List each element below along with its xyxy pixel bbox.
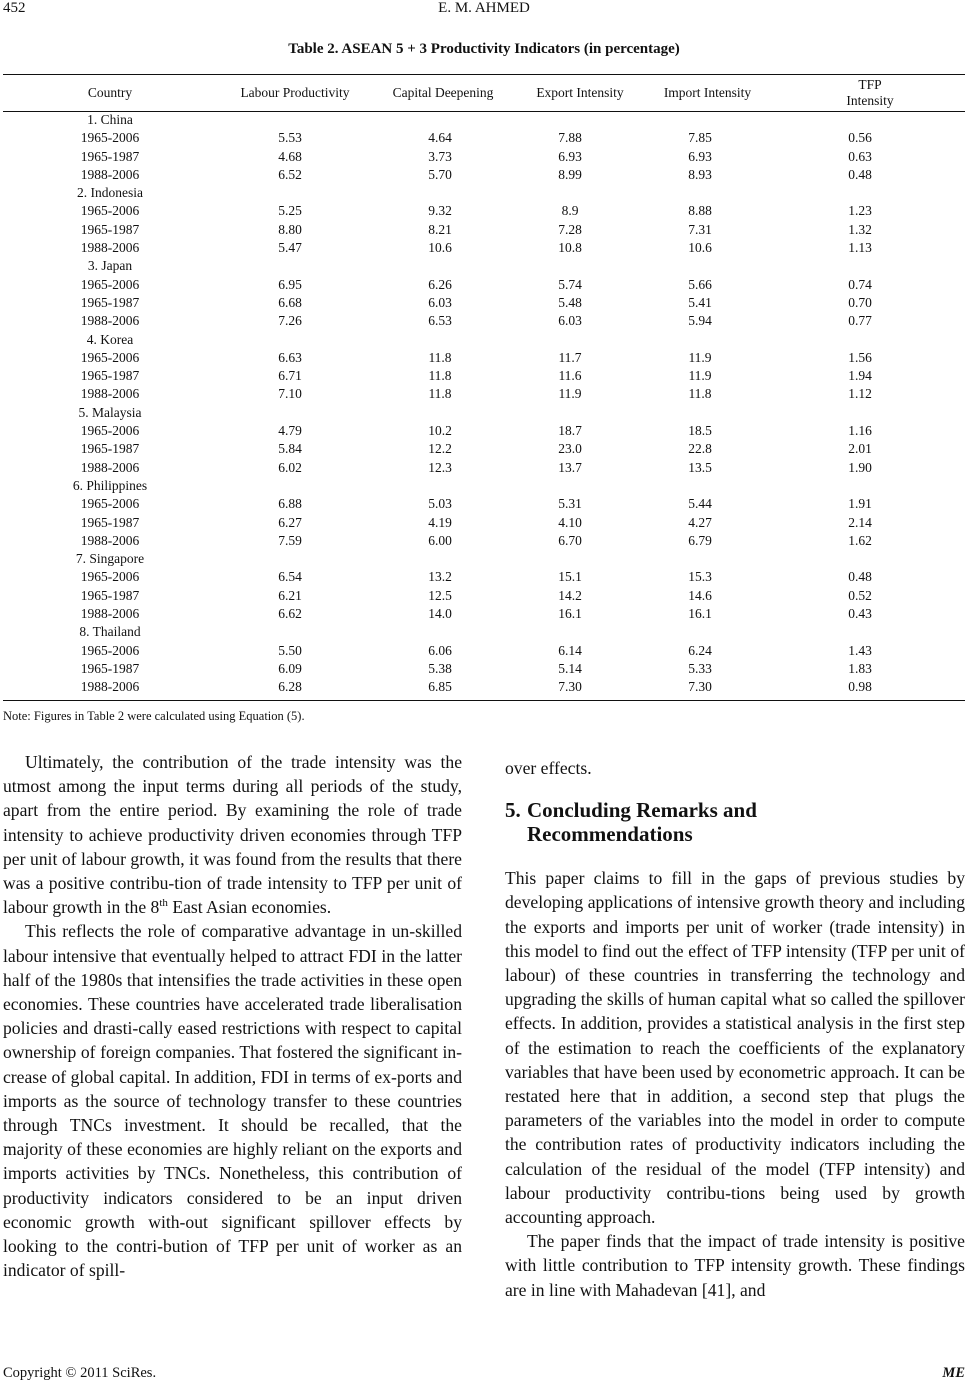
header-labour-productivity: Labour Productivity — [240, 85, 350, 100]
labour-productivity-cell: 7.26 — [278, 313, 302, 329]
period-cell: 1965-1987 — [80, 294, 140, 310]
country-name-cell: 1. China — [87, 112, 133, 127]
period-cell: 1988-2006 — [80, 459, 140, 475]
table-row — [0, 422, 968, 440]
export-intensity-cell: 5.14 — [558, 660, 582, 676]
labour-productivity-cell: 5.47 — [278, 240, 302, 256]
export-intensity-cell: 4.10 — [558, 514, 582, 530]
table-row — [0, 605, 968, 623]
capital-deepening-cell: 11.8 — [428, 349, 452, 365]
export-intensity-cell: 6.93 — [558, 148, 582, 164]
capital-deepening-cell: 13.2 — [428, 569, 452, 585]
footer-journal: ME — [942, 1365, 965, 1381]
labour-productivity-cell: 6.52 — [278, 166, 302, 182]
table-row — [0, 678, 968, 696]
export-intensity-cell: 8.99 — [558, 166, 582, 182]
header-import-intensity: Import Intensity — [663, 85, 752, 100]
labour-productivity-cell: 4.79 — [278, 423, 302, 439]
capital-deepening-cell: 6.00 — [428, 532, 452, 548]
section-heading — [505, 798, 965, 846]
import-intensity-cell: 8.88 — [688, 203, 712, 219]
labour-productivity-cell: 6.27 — [278, 514, 302, 530]
table-row — [0, 294, 968, 312]
capital-deepening-cell: 9.32 — [428, 203, 452, 219]
capital-deepening-cell: 6.03 — [428, 294, 452, 310]
import-intensity-cell: 11.9 — [688, 368, 712, 384]
capital-deepening-cell: 6.06 — [428, 642, 452, 658]
table-row — [0, 276, 968, 294]
table-country-row — [0, 404, 968, 422]
table-bottom-rule — [3, 700, 965, 701]
period-cell: 1988-2006 — [80, 166, 140, 182]
period-cell: 1988-2006 — [80, 679, 140, 695]
period-cell: 1988-2006 — [80, 313, 140, 329]
export-intensity-cell: 23.0 — [558, 441, 582, 457]
right-column — [505, 756, 965, 1302]
tfp-intensity-cell: 0.74 — [848, 276, 872, 292]
table-country-row — [0, 477, 968, 495]
import-intensity-cell: 7.30 — [688, 679, 712, 695]
running-head: E. M. AHMED — [438, 0, 530, 16]
left-paragraph-2: This reflects the role of comparative advantage in un-skilled labour intensive that eventually helped to attract FDI in the latter half of the 1980s that intensifies the trade activities in these open economies. These countries have accelerated trade liberalisation policies and drasti-cally eased restrictions with respect to capital ownership of foreign companies. That fostered the significant in-crease of global capital. In addition, FDI in terms of ex-ports and imports as the source of technology transfer to these countries through TNCs investment. It should be recalled, that the majority of these economies are highly reliant on the exports and imports activities by TNCs. Nonetheless, this contribution of productivity indicators considered to be an input driven economic growth with-out significant spillover effects by looking to the contri-bution of TFP per unit of worker as an indicator of spill- — [3, 921, 462, 1281]
page-number: 452 — [3, 0, 26, 16]
table-row — [0, 587, 968, 605]
table-note: Note: Figures in Table 2 were calculated using Equation (5). — [3, 709, 305, 723]
import-intensity-cell: 6.79 — [688, 532, 712, 548]
labour-productivity-cell: 6.09 — [278, 660, 302, 676]
table-caption: Table 2. ASEAN 5 + 3 Productivity Indicators (in percentage) — [288, 41, 680, 57]
capital-deepening-cell: 5.03 — [428, 496, 452, 512]
table-row — [0, 385, 968, 403]
export-intensity-cell: 13.7 — [558, 459, 582, 475]
import-intensity-cell: 18.5 — [688, 423, 712, 439]
import-intensity-cell: 10.6 — [688, 240, 712, 256]
export-intensity-cell: 11.7 — [558, 349, 582, 365]
import-intensity-cell: 5.94 — [688, 313, 712, 329]
capital-deepening-cell: 5.38 — [428, 660, 452, 676]
right-continuation: over effects. — [505, 758, 592, 778]
period-cell: 1965-1987 — [80, 148, 140, 164]
period-cell: 1965-1987 — [80, 368, 140, 384]
capital-deepening-cell: 10.6 — [428, 240, 452, 256]
labour-productivity-cell: 5.25 — [278, 203, 302, 219]
table-row — [0, 239, 968, 257]
import-intensity-cell: 8.93 — [688, 166, 712, 182]
import-intensity-cell: 11.8 — [688, 386, 712, 402]
left-paragraph-1-end: East Asian economies. — [167, 897, 332, 918]
table-row — [0, 660, 968, 678]
tfp-intensity-cell: 0.48 — [848, 166, 872, 182]
export-intensity-cell: 7.30 — [558, 679, 582, 695]
capital-deepening-cell: 4.19 — [428, 514, 452, 530]
export-intensity-cell: 18.7 — [558, 423, 582, 439]
import-intensity-cell: 13.5 — [688, 459, 712, 475]
section-title-line1: Concluding Remarks and — [527, 798, 757, 823]
tfp-intensity-cell: 1.90 — [848, 459, 872, 475]
period-cell: 1965-1987 — [80, 441, 140, 457]
export-intensity-cell: 7.88 — [558, 130, 582, 146]
country-name-cell: 8. Thailand — [79, 624, 141, 640]
tfp-intensity-cell: 1.23 — [848, 203, 872, 219]
period-cell: 1965-2006 — [80, 130, 140, 146]
export-intensity-cell: 5.74 — [558, 276, 582, 292]
capital-deepening-cell: 6.85 — [428, 679, 452, 695]
labour-productivity-cell: 4.68 — [278, 148, 302, 164]
capital-deepening-cell: 6.26 — [428, 276, 452, 292]
export-intensity-cell: 15.1 — [558, 569, 582, 585]
header-intensity: Intensity — [846, 93, 894, 108]
import-intensity-cell: 11.9 — [688, 349, 712, 365]
export-intensity-cell: 5.48 — [558, 294, 582, 310]
export-intensity-cell: 6.70 — [558, 532, 582, 548]
tfp-intensity-cell: 0.56 — [848, 130, 872, 146]
table-country-row — [0, 257, 968, 275]
import-intensity-cell: 5.33 — [688, 660, 712, 676]
country-name-cell: 5. Malaysia — [78, 404, 142, 420]
labour-productivity-cell: 6.88 — [278, 496, 302, 512]
capital-deepening-cell: 11.8 — [428, 368, 452, 384]
right-paragraph-1: This paper claims to fill in the gaps of previous studies by developing applications of intensive growth theory and including the exports and imports per unit of worker (trade intensity) in this model to find out the effect of TFP intensity (TFP per unit of labour) of these countries in transferring the technology and upgrading the skills of human capital what so called the spillover effects. In addition, provides a statistical analysis in the first step of the estimation to reach the coefficients of the explanatory variables that have been used by econometric approach. It can be restated here that in addition, a second step that plugs the parameters of the variables into the model in order to compute the contribution rates of productivity indicators including the calculation of the residual of the model (TFP intensity) and labour productivity contribu-tions being used by growth accounting approach. — [505, 868, 965, 1228]
period-cell: 1965-2006 — [80, 349, 140, 365]
country-name-cell: 3. Japan — [87, 258, 133, 274]
period-cell: 1965-1987 — [80, 587, 140, 603]
header-tfp: TFP — [858, 77, 882, 92]
capital-deepening-cell: 12.3 — [428, 459, 452, 475]
period-cell: 1988-2006 — [80, 532, 140, 548]
labour-productivity-cell: 7.59 — [278, 532, 302, 548]
table-row — [0, 349, 968, 367]
period-cell: 1988-2006 — [80, 606, 140, 622]
labour-productivity-cell: 5.50 — [278, 642, 302, 658]
labour-productivity-cell: 6.71 — [278, 368, 302, 384]
labour-productivity-cell: 5.53 — [278, 130, 302, 146]
table-row — [0, 642, 968, 660]
tfp-intensity-cell: 1.13 — [848, 240, 872, 256]
tfp-intensity-cell: 1.32 — [848, 221, 872, 237]
labour-productivity-cell: 6.54 — [278, 569, 302, 585]
export-intensity-cell: 6.03 — [558, 313, 582, 329]
import-intensity-cell: 5.44 — [688, 496, 712, 512]
table-row — [0, 495, 968, 513]
table-country-row — [0, 623, 968, 641]
labour-productivity-cell: 6.02 — [278, 459, 302, 475]
left-paragraph-1 — [3, 750, 462, 919]
period-cell: 1965-2006 — [80, 496, 140, 512]
import-intensity-cell: 4.27 — [688, 514, 712, 530]
table-row — [0, 367, 968, 385]
import-intensity-cell: 5.41 — [688, 294, 712, 310]
capital-deepening-cell: 10.2 — [428, 423, 452, 439]
tfp-intensity-cell: 0.98 — [848, 679, 872, 695]
table-row — [0, 568, 968, 586]
period-cell: 1965-1987 — [80, 514, 140, 530]
tfp-intensity-cell: 1.16 — [848, 423, 872, 439]
period-cell: 1965-1987 — [80, 660, 140, 676]
export-intensity-cell: 8.9 — [561, 203, 579, 219]
country-name-cell: 6. Philippines — [72, 477, 148, 493]
capital-deepening-cell: 11.8 — [428, 386, 452, 402]
tfp-intensity-cell: 1.83 — [848, 660, 872, 676]
country-name-cell: 2. Indonesia — [77, 185, 143, 201]
import-intensity-cell: 6.24 — [688, 642, 712, 658]
labour-productivity-cell: 6.95 — [278, 276, 302, 292]
tfp-intensity-cell: 1.94 — [848, 368, 872, 384]
capital-deepening-cell: 3.73 — [428, 148, 452, 164]
capital-deepening-cell: 5.70 — [428, 166, 452, 182]
labour-productivity-cell: 6.62 — [278, 606, 302, 622]
section-number: 5. — [505, 798, 521, 823]
table-country-row — [0, 184, 968, 202]
table-row — [0, 166, 968, 184]
table-row — [0, 440, 968, 458]
capital-deepening-cell: 14.0 — [428, 606, 452, 622]
table-row — [0, 202, 968, 220]
capital-deepening-cell: 4.64 — [428, 130, 452, 146]
period-cell: 1965-2006 — [80, 276, 140, 292]
period-cell: 1965-1987 — [80, 221, 140, 237]
table-country-row — [0, 111, 968, 129]
table-country-row — [0, 550, 968, 568]
tfp-intensity-cell: 1.12 — [848, 386, 872, 402]
import-intensity-cell: 16.1 — [688, 606, 712, 622]
country-name-cell: 4. Korea — [86, 331, 134, 347]
table-row — [0, 514, 968, 532]
tfp-intensity-cell: 1.56 — [848, 349, 872, 365]
tfp-intensity-cell: 0.77 — [848, 313, 872, 329]
period-cell: 1965-2006 — [80, 423, 140, 439]
export-intensity-cell: 5.31 — [558, 496, 582, 512]
left-column — [3, 750, 462, 1282]
labour-productivity-cell: 7.10 — [278, 386, 302, 402]
tfp-intensity-cell: 2.01 — [848, 441, 872, 457]
table-row — [0, 312, 968, 330]
import-intensity-cell: 22.8 — [688, 441, 712, 457]
export-intensity-cell: 11.9 — [558, 386, 582, 402]
export-intensity-cell: 14.2 — [558, 587, 582, 603]
table-header — [0, 74, 968, 112]
right-paragraph-2: The paper finds that the impact of trade intensity is positive with little contribution to TFP intensity growth. These findings are in line with Mahadevan [41], and — [505, 1231, 965, 1300]
capital-deepening-cell: 6.53 — [428, 313, 452, 329]
table-row — [0, 148, 968, 166]
labour-productivity-cell: 6.68 — [278, 294, 302, 310]
period-cell: 1988-2006 — [80, 240, 140, 256]
tfp-intensity-cell: 0.48 — [848, 569, 872, 585]
table-body — [0, 111, 968, 697]
labour-productivity-cell: 6.63 — [278, 349, 302, 365]
header-capital-deepening: Capital Deepening — [392, 85, 494, 100]
export-intensity-cell: 7.28 — [558, 221, 582, 237]
tfp-intensity-cell: 0.52 — [848, 587, 872, 603]
import-intensity-cell: 7.31 — [688, 221, 712, 237]
labour-productivity-cell: 6.21 — [278, 587, 302, 603]
period-cell: 1965-2006 — [80, 569, 140, 585]
superscript-th: th — [159, 897, 168, 910]
export-intensity-cell: 11.6 — [558, 368, 582, 384]
import-intensity-cell: 5.66 — [688, 276, 712, 292]
left-paragraph-1-text: Ultimately, the contribution of the trade intensity was the utmost among the input terms during all periods of the study, apart from the entire period. By examining the role of trade intensity to achieve productivity driven economies through TFP per unit of labour growth, it was found from the results that there was a positive contribu-tion of trade intensity to TFP per unit of labour growth in the 8 — [3, 752, 462, 918]
export-intensity-cell: 6.14 — [558, 642, 582, 658]
header-export-intensity: Export Intensity — [536, 85, 624, 100]
capital-deepening-cell: 8.21 — [428, 221, 452, 237]
capital-deepening-cell: 12.2 — [428, 441, 452, 457]
tfp-intensity-cell: 2.14 — [848, 514, 872, 530]
import-intensity-cell: 7.85 — [688, 130, 712, 146]
period-cell: 1965-2006 — [80, 642, 140, 658]
table-row — [0, 532, 968, 550]
tfp-intensity-cell: 0.63 — [848, 148, 872, 164]
footer-copyright: Copyright © 2011 SciRes. — [3, 1365, 157, 1381]
country-name-cell: 7. Singapore — [75, 551, 145, 567]
tfp-intensity-cell: 0.70 — [848, 294, 872, 310]
table-row — [0, 221, 968, 239]
header-country: Country — [87, 85, 133, 100]
section-title-line2: Recommendations — [527, 822, 693, 847]
labour-productivity-cell: 8.80 — [278, 221, 302, 237]
export-intensity-cell: 10.8 — [558, 240, 582, 256]
capital-deepening-cell: 12.5 — [428, 587, 452, 603]
table-row — [0, 459, 968, 477]
table-row — [0, 129, 968, 147]
tfp-intensity-cell: 0.43 — [848, 606, 872, 622]
import-intensity-cell: 15.3 — [688, 569, 712, 585]
import-intensity-cell: 6.93 — [688, 148, 712, 164]
tfp-intensity-cell: 1.91 — [848, 496, 872, 512]
table-country-row — [0, 331, 968, 349]
period-cell: 1965-2006 — [80, 203, 140, 219]
labour-productivity-cell: 6.28 — [278, 679, 302, 695]
labour-productivity-cell: 5.84 — [278, 441, 302, 457]
period-cell: 1988-2006 — [80, 386, 140, 402]
tfp-intensity-cell: 1.43 — [848, 642, 872, 658]
tfp-intensity-cell: 1.62 — [848, 532, 872, 548]
import-intensity-cell: 14.6 — [688, 587, 712, 603]
export-intensity-cell: 16.1 — [558, 606, 582, 622]
